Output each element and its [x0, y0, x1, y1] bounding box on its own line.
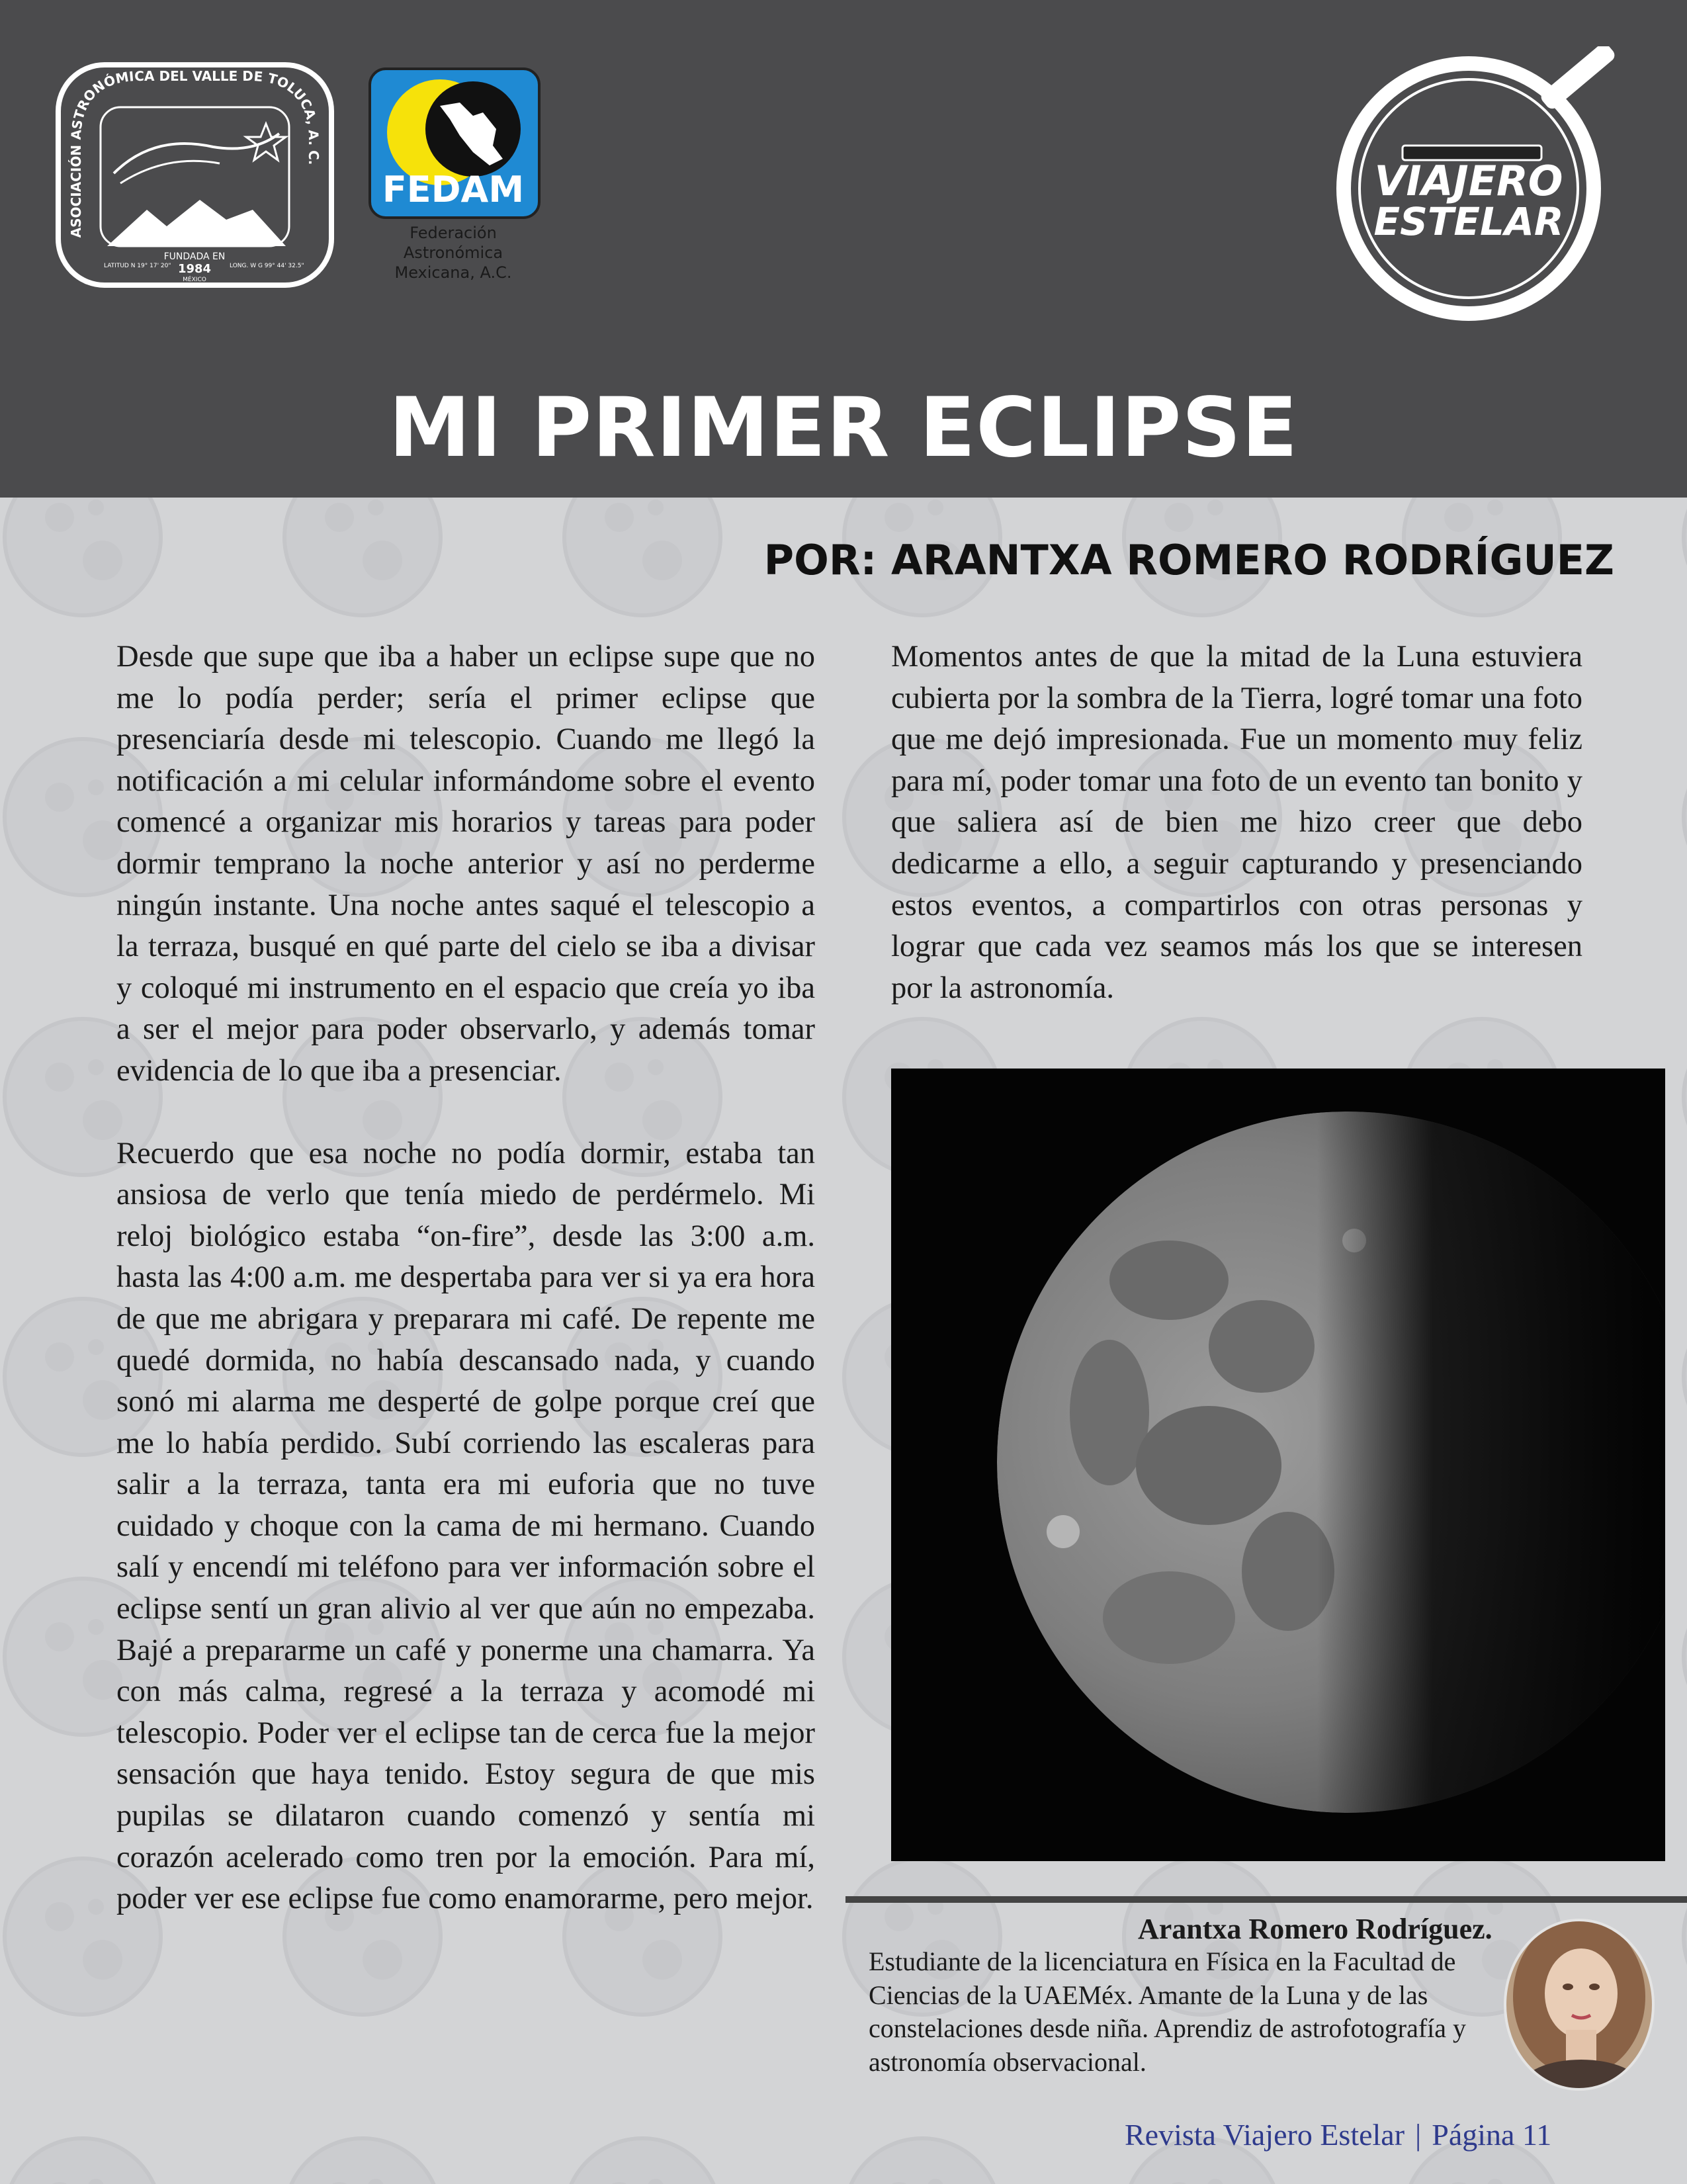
footer-page-number: Página 11 — [1432, 2118, 1552, 2152]
byline: POR: ARANTXA ROMERO RODRÍGUEZ — [763, 536, 1614, 584]
footer-magazine: Revista Viajero Estelar — [1125, 2118, 1405, 2152]
paragraph-1: Desde que supe que iba a haber un eclipse supe que no me lo podía perder; sería el primer eclipse que presenciaría desde mi telescopio. Cuando me llegó la notificación a mi celular informándome sobre el evento comencé a organizar mis horarios y tareas para poder dormir temprano la noche anterior y así no perderme ningún instante. Una noche antes saqué el telescopio a la terraza, busqué en qué parte del cielo se iba a divisar y coloqué mi instrumento en el espacio que creía yo iba a ser el mejor para poder observarlo, y además tomar evidencia de lo que iba a presenciar. — [116, 640, 815, 1088]
bio-text: Estudiante de la licenciatura en Física en la Facultad de Ciencias de la UAEMéx. Amante de la Luna y de las constelaciones desde niña. Aprendiz de astrofotografía y astronomía observacional. — [869, 1946, 1467, 2077]
aavt-founded: FUNDADA EN — [163, 251, 226, 262]
page-footer — [1125, 2117, 1551, 2152]
viajero-line-1: VIAJERO — [1374, 157, 1563, 205]
page-title: MI PRIMER ECLIPSE — [388, 380, 1299, 476]
aavt-lat: LATITUD N 19° 17' 20" — [104, 263, 171, 269]
aavt-long: LONG. W G 99° 44' 32.5" — [230, 263, 304, 269]
paragraph-2: Recuerdo que esa noche no podía dormir, estaba tan ansiosa de verlo que tenía miedo de perdérmelo. Mi reloj biológico estaba “on-fire”, desde las 3:00 a.m. hasta las 4:00 a.m. me despertaba para ver si ya era hora de que me abrigara y preparara mi café. De repente me quedé dormida, no había descansado nada, y cuando sonó mi alarma me desperté de golpe porque creí que me lo había perdido. Subí corriendo las escaleras para salir a la terraza, tanta era mi euforia que no tuve cuidado y choque con la cama de mi hermano. Cuando salí y encendí mi teléfono para ver información sobre el eclipse sentí un gran alivio al ver que aún no empezaba. Bajé a prepararme un café y ponerme una chamarra. Ya con más calma, regresé a la terraza y acomodé mi telescopio. Poder ver el eclipse tan de cerca fue la mejor sensación que haya tenido. Estoy segura de que mis pupilas se dilataron cuando comenzó y sentía mi corazón acelerado como tren por la emoción. Para mí, poder ver ese eclipse fue como enamorarme, pero mejor. — [116, 1136, 815, 1916]
fedam-logo — [367, 66, 546, 291]
viajero-line-2: ESTELAR — [1373, 199, 1564, 244]
footer-separator: | — [1415, 2118, 1422, 2152]
author-avatar — [1503, 1917, 1655, 2092]
eclipse-photo — [891, 1069, 1665, 1861]
viajero-estelar-logo — [1330, 46, 1627, 344]
fedam-caption-3: Mexicana, A.C. — [394, 263, 512, 282]
paragraph-3: Momentos antes de que la mitad de la Luna estuviera cubierta por la sombra de la Tierra, logré tomar una foto que me dejó impresionada. Fue un momento muy feliz para mí, poder tomar una foto de un evento tan bonito y que saliera así de bien me hizo creer que debo dedicarme a ello, a seguir capturando y presenciando estos eventos, a compartirlos con otras personas y lograr que cada vez seamos más los que se interesen por la astronomía. — [891, 640, 1582, 1005]
fedam-caption-2: Astronómica — [403, 243, 503, 262]
aavt-year: 1984 — [177, 262, 212, 276]
bio-divider — [845, 1896, 1687, 1903]
aavt-logo — [54, 61, 335, 289]
article-column-right — [891, 636, 1582, 1050]
fedam-caption-1: Federación — [410, 224, 497, 242]
aavt-mexico: MÉXICO — [183, 277, 206, 283]
fedam-acronym: FEDAM — [382, 169, 525, 210]
aavt-ring-text: ASOCIACIÓN ASTRONÓMICA DEL VALLE DE TOLUCA, A. C. — [67, 67, 322, 238]
bio-name: Arantxa Romero Rodríguez. — [1138, 1913, 1492, 1945]
article-column-left — [116, 636, 815, 1961]
